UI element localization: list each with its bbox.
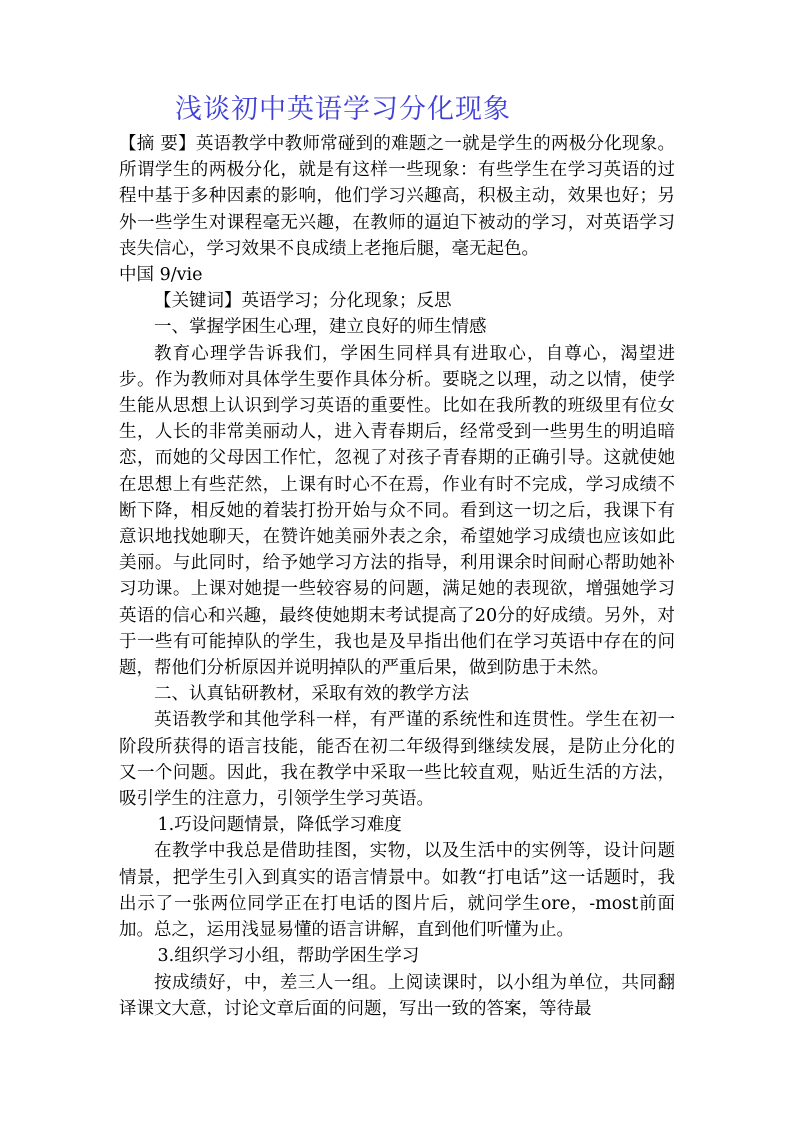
subsection-1-heading: 1.巧设问题情景，降低学习难度	[157, 815, 402, 836]
section-1-paragraph: 教育心理学告诉我们，学困生同样具有进取心，自尊心，渴望进步。作为教师对具体学生要作具体分析。要晓之以理，动之以情，使学生能从思想上认识到学习英语的重要性。比如在我所教的班级里有位女生，人长的非常美丽动人，进入青春期后，经常受到一些男生的明追暗恋，而她的父母因工作忙，忽视了对孩子青春期的正确引导。这就使她在思想上有些茫然，上课有时心不在焉，作业有时不完成，学习成绩不断下降，相反她的着装打扮开始与众不同。看到这一切之后，我课下有意识地找她聊天，在赞许她美丽外表之余，希望她学习成绩也应该如此美丽。与此同时，给予她学习方法的指导，利用课余时间耐心帮助她补习功课。上课对她提一些较容易的问题，满足她的表现欲，增强她学习英语的信心和兴趣，最终使她期末考试提高了20分的好成绩。另外，对于一些有可能掉队的学生，我也是及早指出他们在学习英语中存在的问题，帮他们分析原因并说明掉队的严重后果，做到防患于未然。	[119, 343, 675, 679]
subsection-3-paragraph: 按成绩好，中，差三人一组。上阅读课时，以小组为单位，共同翻译课文大意，讨论文章后面的问题，写出一致的答案，等待最	[119, 972, 675, 1019]
abstract-paragraph: 【摘 要】英语教学中教师常碰到的难题之一就是学生的两极分化现象。所谓学生的两极分化，就是有这样一些现象：有些学生在学习英语的过程中基于多种因素的影响，他们学习兴趣高，积极主动，效果也好；另外一些学生对课程毫无兴趣，在教师的逼迫下被动的学习，对英语学习丧失信心，学习效果不良成绩上老拖后腿，毫无起色。	[119, 134, 675, 259]
section-2-paragraph: 英语教学和其他学科一样，有严谨的系统性和连贯性。学生在初一阶段所获得的语言技能，能否在初二年级得到继续发展，是防止分化的又一个问题。因此，我在教学中采取一些比较直观，贴近生活的方法，吸引学生的注意力，引领学生学习英语。	[119, 710, 675, 810]
subsection-1-paragraph: 在教学中我总是借助挂图，实物，以及生活中的实例等，设计问题情景，把学生引入到真实的语言情景中。如教“打电话”这一话题时，我出示了一张两位同学正在打电话的图片后，就问学生ore，-most前面加。总之，运用浅显易懂的语言讲解，直到他们听懂为止。	[119, 841, 675, 941]
document-title: 浅谈初中英语学习分化现象	[175, 94, 511, 125]
section-2-heading: 二、认真钻研教材，采取有效的教学方法	[154, 684, 469, 705]
keywords-line: 【关键词】英语学习；分化现象；反思	[154, 291, 452, 312]
document-body	[119, 131, 675, 1022]
subsection-3-heading: 3.组织学习小组，帮助学困生学习	[157, 946, 420, 967]
section-1-heading: 一、掌握学困生心理，建立良好的师生情感	[154, 317, 487, 338]
classification-line: 中国 9/vie	[119, 265, 203, 286]
